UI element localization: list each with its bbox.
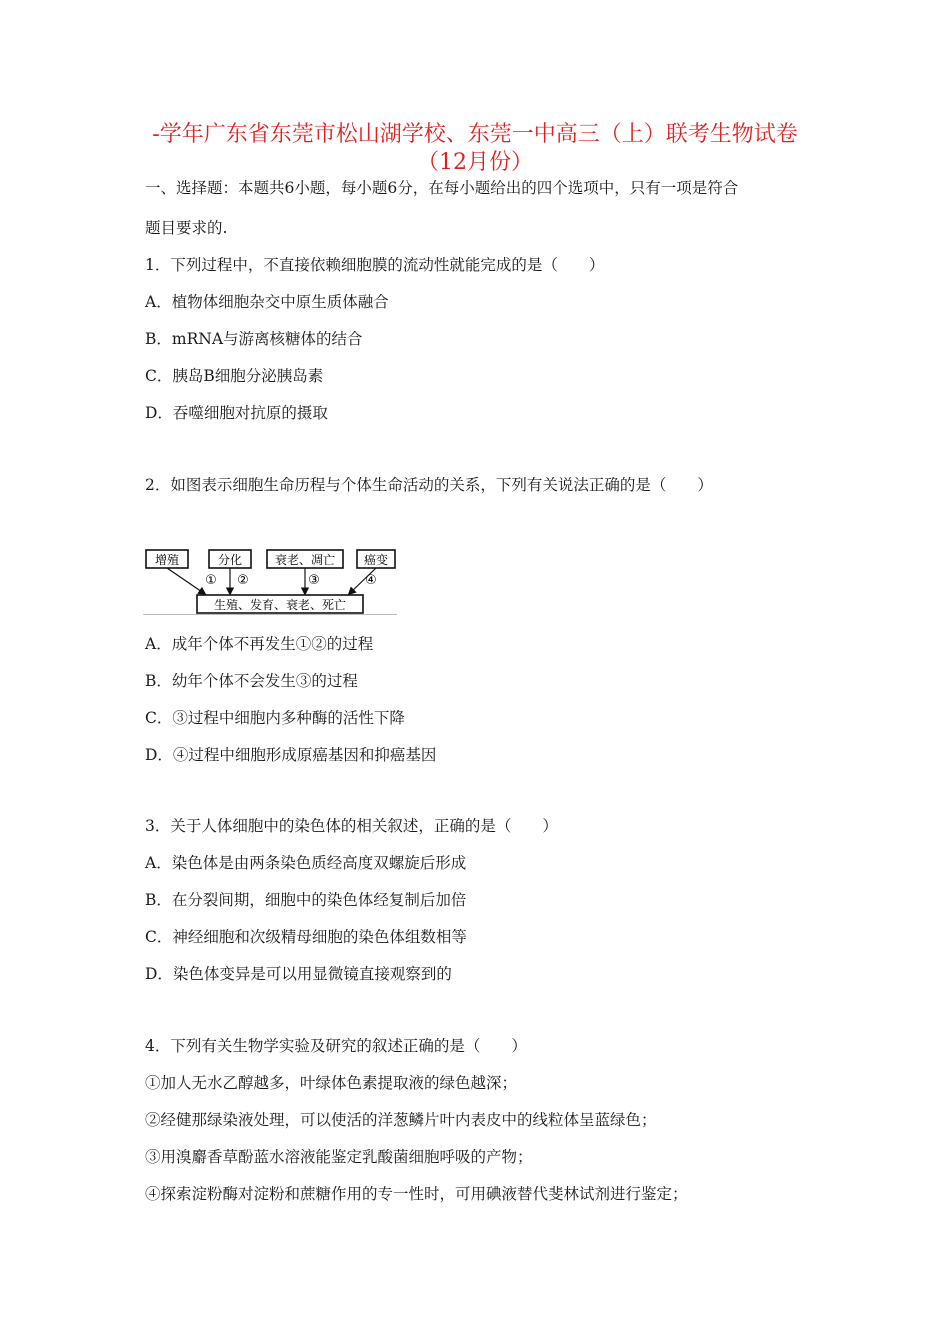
q3-option-b: B．在分裂间期，细胞中的染色体经复制后加倍 xyxy=(145,891,467,909)
marker-3: ③ xyxy=(308,573,320,588)
box-differentiation-label: 分化 xyxy=(217,553,243,567)
box-canceration-label: 癌变 xyxy=(363,553,389,567)
q3-option-c: C．神经细胞和次级精母细胞的染色体组数相等 xyxy=(145,928,467,946)
q1-stem: 1．下列过程中，不直接依赖细胞膜的流动性就能完成的是（ ） xyxy=(145,256,605,274)
title-line-1: -学年广东省东莞市松山湖学校、东莞一中高三（上）联考生物试卷 xyxy=(152,122,798,147)
q4-statement-1: ①加人无水乙醇越多，叶绿体色素提取液的绿色越深； xyxy=(145,1074,518,1092)
q1-option-b: B．mRNA与游离核糖体的结合 xyxy=(145,330,363,348)
arrow-1 xyxy=(167,568,205,594)
life-process-diagram-svg xyxy=(143,545,397,615)
q1-option-d: D．吞噬细胞对抗原的摄取 xyxy=(145,404,328,422)
q2-option-b: B．幼年个体不会发生③的过程 xyxy=(145,672,358,690)
q1-option-a: A．植物体细胞杂交中原生质体融合 xyxy=(145,293,389,311)
q2-option-d: D．④过程中细胞形成原癌基因和抑癌基因 xyxy=(145,746,437,764)
q3-option-d: D．染色体变异是可以用显微镜直接观察到的 xyxy=(145,965,452,983)
box-proliferation-label: 增殖 xyxy=(154,553,180,567)
q1-option-c: C．胰岛B细胞分泌胰岛素 xyxy=(145,367,324,385)
q2-option-a: A．成年个体不再发生①②的过程 xyxy=(145,635,374,653)
q3-option-a: A．染色体是由两条染色质经高度双螺旋后形成 xyxy=(145,854,467,872)
q3-stem: 3．关于人体细胞中的染色体的相关叙述，正确的是（ ） xyxy=(145,817,558,835)
q2-option-c: C．③过程中细胞内多种酶的活性下降 xyxy=(145,709,405,727)
q4-statement-4: ④探索淀粉酶对淀粉和蔗糖作用的专一性时，可用碘液替代斐林试剂进行鉴定； xyxy=(145,1185,688,1203)
marker-2: ② xyxy=(237,573,249,588)
title-line-2: （12月份） xyxy=(417,150,533,175)
document-title xyxy=(60,121,890,177)
q2-stem: 2．如图表示细胞生命历程与个体生命活动的关系，下列有关说法正确的是（ ） xyxy=(145,476,713,494)
section-heading-line-2: 题目要求的. xyxy=(145,219,228,237)
q4-statement-2: ②经健那绿染液处理，可以使活的洋葱鳞片叶内表皮中的线粒体呈蓝绿色； xyxy=(145,1111,657,1129)
marker-1: ① xyxy=(205,573,217,588)
q4-statement-3: ③用溴麝香草酚蓝水溶液能鉴定乳酸菌细胞呼吸的产物； xyxy=(145,1148,533,1166)
q4-stem: 4．下列有关生物学实验及研究的叙述正确的是（ ） xyxy=(145,1037,527,1055)
box-aging-apoptosis-label: 衰老、凋亡 xyxy=(274,553,336,567)
marker-4: ④ xyxy=(365,573,377,588)
life-process-diagram xyxy=(143,545,397,615)
section-heading-line-1: 一、选择题：本题共6小题，每小题6分，在每小题给出的四个选项中，只有一项是符合 xyxy=(145,179,739,197)
box-reproduction-development-label: 生殖、发育、衰老、死亡 xyxy=(213,598,347,612)
